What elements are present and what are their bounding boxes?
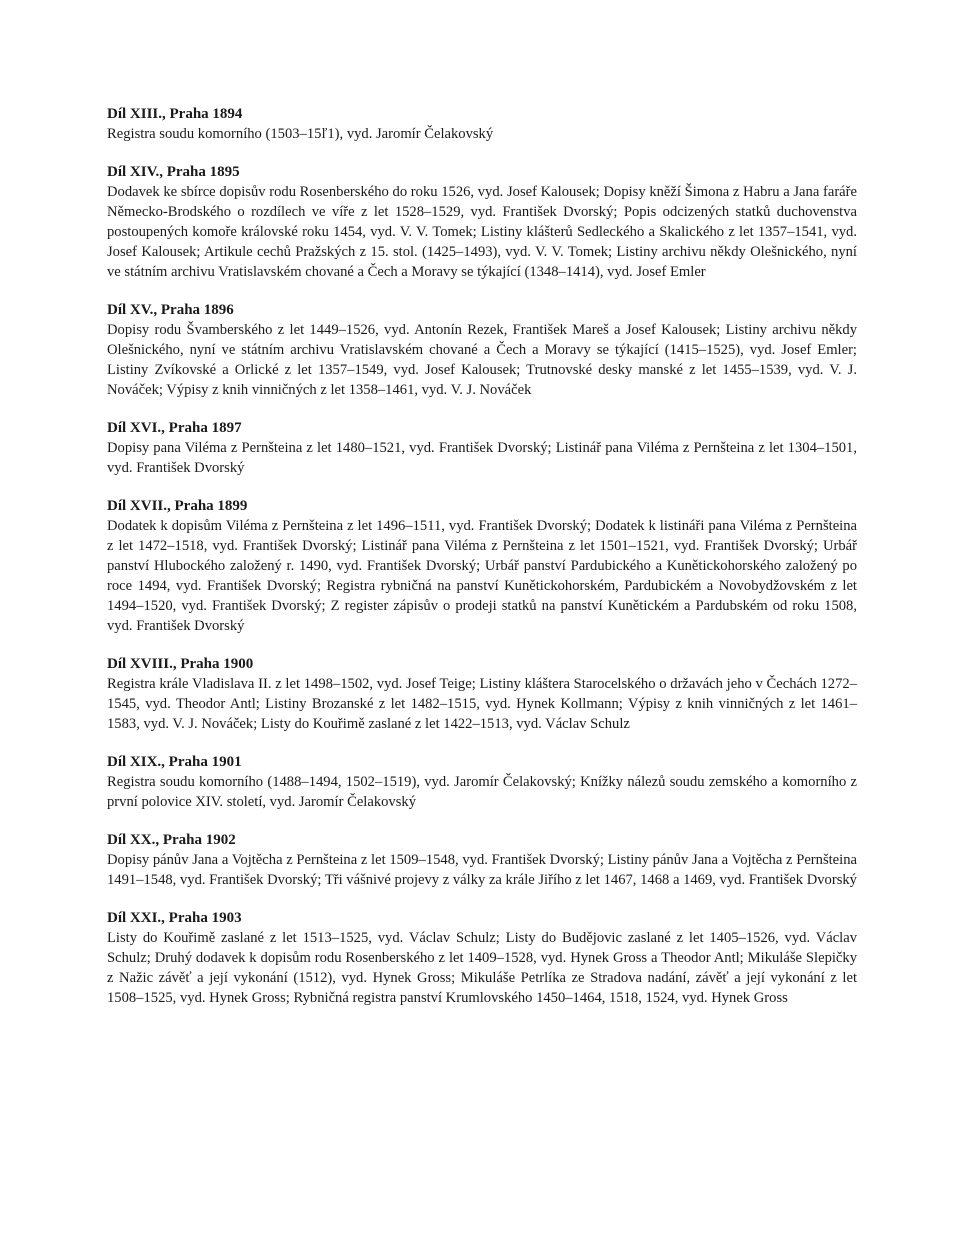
volume-entry-xviii	[107, 654, 857, 734]
volume-heading: Díl XVI., Praha 1897	[107, 420, 242, 436]
volume-entry-xiv	[107, 162, 857, 282]
volume-heading: Díl XX., Praha 1902	[107, 832, 236, 848]
volume-contents: Registra krále Vladislava II. z let 1498–1502, vyd. Josef Teige; Listiny kláštera Starocelského o državách jeho v Čechách 1272–1545, vyd. Theodor Antl; Listiny Brozanské z let 1482–1515, vyd. Hynek Kollmann; Výpisy z knih vinničných z let 1461–1583, vyd. V. J. Nováček; Listy do Kouřimě zaslané z let 1422–1513, vyd. Václav Schulz	[107, 676, 857, 732]
volume-contents: Registra soudu komorního (1488–1494, 1502–1519), vyd. Jaromír Čelakovský; Knížky nálezů soudu zemského a komorního z první polovice XIV. století, vyd. Jaromír Čelakovský	[107, 774, 857, 810]
document-page	[107, 104, 857, 1026]
volume-contents: Dodavek ke sbírce dopisův rodu Rosenberského do roku 1526, vyd. Josef Kalousek; Dopisy kněží Šimona z Habru a Jana faráře Německo-Brodského o rozdílech ve víře z let 1528–1529, vyd. František Dvorský; Popis odcizených statků duchovenstva postoupených komoře královské roku 1454, vyd. V. V. Tomek; Listiny klášterů Sedleckého a Skalického z let 1357–1541, vyd. Josef Kalousek; Artikule cechů Pražských z 15. stol. (1425–1493), vyd. V. V. Tomek; Listiny archivu někdy Olešnického, nyní ve státním archivu Vratislavském chované a Čech a Moravy se týkající (1348–1414), vyd. Josef Emler	[107, 184, 857, 280]
volume-heading: Díl XIX., Praha 1901	[107, 754, 242, 770]
volume-entry-xx	[107, 830, 857, 890]
volume-heading: Díl XV., Praha 1896	[107, 302, 234, 318]
volume-contents: Dopisy rodu Švamberského z let 1449–1526, vyd. Antonín Rezek, František Mareš a Josef Kalousek; Listiny archivu někdy Olešnického, nyní ve státním archivu Vratislavském chované a Čech a Moravy se týkající (1415–1525), vyd. Josef Emler; Listiny Zvíkovské a Orlické z let 1357–1549, vyd. Josef Kalousek; Trutnovské desky manské z let 1455–1539, vyd. V. J. Nováček; Výpisy z knih vinničných z let 1358–1461, vyd. V. J. Nováček	[107, 322, 857, 398]
volume-contents: Dopisy pana Viléma z Pernšteina z let 1480–1521, vyd. František Dvorský; Listinář pana Viléma z Pernšteina z let 1304–1501, vyd. František Dvorský	[107, 440, 857, 476]
volume-entry-xix	[107, 752, 857, 812]
volume-contents: Registra soudu komorního (1503–15ľ1), vyd. Jaromír Čelakovský	[107, 126, 494, 142]
volume-heading: Díl XIII., Praha 1894	[107, 106, 243, 122]
volume-contents: Dodatek k dopisům Viléma z Pernšteina z let 1496–1511, vyd. František Dvorský; Dodatek k listináři pana Viléma z Pernšteina z let 1472–1518, vyd. František Dvorský; Listinář pana Viléma z Pernšteina z let 1501–1521, vyd. František Dvorský; Urbář panství Hlubockého založený r. 1490, vyd. František Dvorský; Urbář panství Pardubického a Kunětickohorského založený po roce 1494, vyd. František Dvorský; Registra rybničná na panství Kunětickohorském, Pardubickém a Novobydžovském z let 1494–1520, vyd. František Dvorský; Z register zápisův o prodeji statků na panství Kunětickém a Pardubském od roku 1508, vyd. František Dvorský	[107, 518, 857, 634]
volume-contents: Dopisy pánův Jana a Vojtěcha z Pernšteina z let 1509–1548, vyd. František Dvorský; Listiny pánův Jana a Vojtěcha z Pernšteina 1491–1548, vyd. František Dvorský; Tři vášnivé projevy z války za krále Jiřího z let 1467, 1468 a 1469, vyd. František Dvorský	[107, 852, 857, 888]
volume-heading: Díl XXI., Praha 1903	[107, 910, 242, 926]
volume-entry-xxi	[107, 908, 857, 1008]
volume-contents: Listy do Kouřimě zaslané z let 1513–1525, vyd. Václav Schulz; Listy do Budějovic zaslané z let 1405–1526, vyd. Václav Schulz; Druhý dodavek k dopisům rodu Rosenberského z let 1409–1528, vyd. Hynek Gross a Theodor Antl; Mikuláše Slepičky z Nažic závěť a její vykonání (1512), vyd. Hynek Gross; Mikuláše Petrlíka ze Stradova nadání, závěť a její vykonání z let 1508–1525, vyd. Hynek Gross; Rybničná registra panství Krumlovského 1450–1464, 1518, 1524, vyd. Hynek Gross	[107, 930, 857, 1006]
volume-heading: Díl XIV., Praha 1895	[107, 164, 240, 180]
volume-entry-xv	[107, 300, 857, 400]
volume-entry-xvii	[107, 496, 857, 636]
volume-heading: Díl XVIII., Praha 1900	[107, 656, 254, 672]
volume-heading: Díl XVII., Praha 1899	[107, 498, 248, 514]
volume-entry-xiii	[107, 104, 857, 144]
volume-entry-xvi	[107, 418, 857, 478]
